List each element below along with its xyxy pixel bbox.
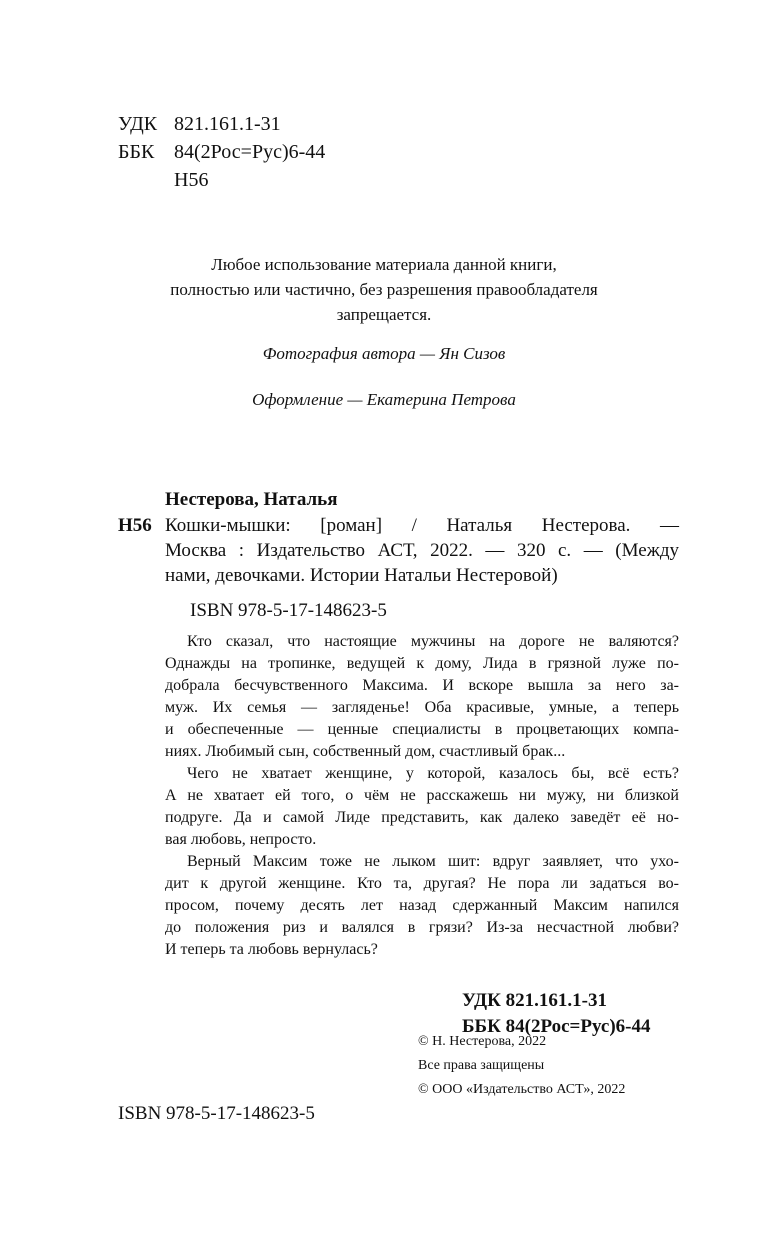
author-mark-row <box>118 166 325 194</box>
author-mark-top: Н56 <box>174 169 209 191</box>
annotation-line: просом, почему десять лет назад сдержанный Максим напился <box>165 897 679 914</box>
annotation-line: вая любовь, непросто. <box>165 831 317 848</box>
notice-line: полностью или частично, без разрешения правообладателя <box>170 280 598 299</box>
bbk-bottom: ББК 84(2Рос=Рус)6-44 <box>462 1016 651 1037</box>
notice-line: запрещается. <box>336 305 432 324</box>
annotation-line: А не хватает ей того, о чём не расскажешь ни мужу, ни близкой <box>165 787 679 804</box>
classification-codes <box>118 110 325 194</box>
bbk-label: ББК <box>118 141 155 163</box>
copyright-block <box>418 1030 625 1102</box>
annotation-line: Чего не хватает женщине, у которой, казалось бы, всё есть? <box>187 765 679 782</box>
annotation <box>165 631 679 961</box>
annotation-line: Верный Максим тоже не лыком шит: вдруг заявляет, что ухо- <box>187 853 679 870</box>
copyright-line: Все права защищены <box>418 1058 545 1073</box>
udk-label: УДК <box>118 113 158 135</box>
annotation-line: И теперь та любовь вернулась? <box>165 941 378 958</box>
isbn-record: ISBN 978-5-17-148623-5 <box>190 600 387 621</box>
biblio-line: нами, девочками. Истории Натальи Нестеровой) <box>165 565 558 586</box>
annotation-line: Однажды на тропинке, ведущей к дому, Лида в грязной луже по- <box>165 655 679 672</box>
design-credit: Оформление — Екатерина Петрова <box>252 390 516 409</box>
author-mark: Н56 <box>118 515 152 536</box>
bbk-value: 84(2Рос=Рус)6-44 <box>174 141 326 163</box>
notice-line: Любое использование материала данной книги, <box>211 255 557 274</box>
biblio-line: Кошки-мышки: [роман] / Наталья Нестерова. — <box>165 515 679 536</box>
annotation-line: муж. Их семья — загляденье! Оба красивые, умные, а теперь <box>165 699 679 716</box>
annotation-line: до положения риз и валялся в грязи? Из-за несчастной любви? <box>165 919 679 936</box>
bbk-row <box>118 138 325 166</box>
copyright-line: © Н. Нестерова, 2022 <box>418 1034 547 1049</box>
annotation-line: Кто сказал, что настоящие мужчины на дороге не валяются? <box>187 633 679 650</box>
copyright-line: © ООО «Издательство АСТ», 2022 <box>418 1082 626 1097</box>
annotation-line: дит к другой женщине. Кто та, другая? Не пора ли задаться во- <box>165 875 679 892</box>
annotation-line: ниях. Любимый сын, собственный дом, счастливый брак... <box>165 743 566 760</box>
annotation-line: подруге. Да и самой Лиде представить, как далеко заведёт её но- <box>165 809 679 826</box>
annotation-line: добрала бесчувственного Максима. И вскоре вышла за него за- <box>165 677 679 694</box>
udk-row <box>118 110 325 138</box>
isbn-bottom: ISBN 978-5-17-148623-5 <box>118 1103 315 1124</box>
copyright-notice <box>0 252 768 327</box>
author-heading: Нестерова, Наталья <box>165 489 338 510</box>
biblio-line: Москва : Издательство АСТ, 2022. — 320 с. — (Между <box>165 540 679 561</box>
udk-bottom: УДК 821.161.1-31 <box>462 990 607 1011</box>
annotation-line: и обеспеченные — ценные специалисты в процветающих компа- <box>165 721 679 738</box>
udk-value: 821.161.1-31 <box>174 113 281 135</box>
photo-credit: Фотография автора — Ян Сизов <box>262 344 506 363</box>
bibliographic-description <box>165 513 679 588</box>
